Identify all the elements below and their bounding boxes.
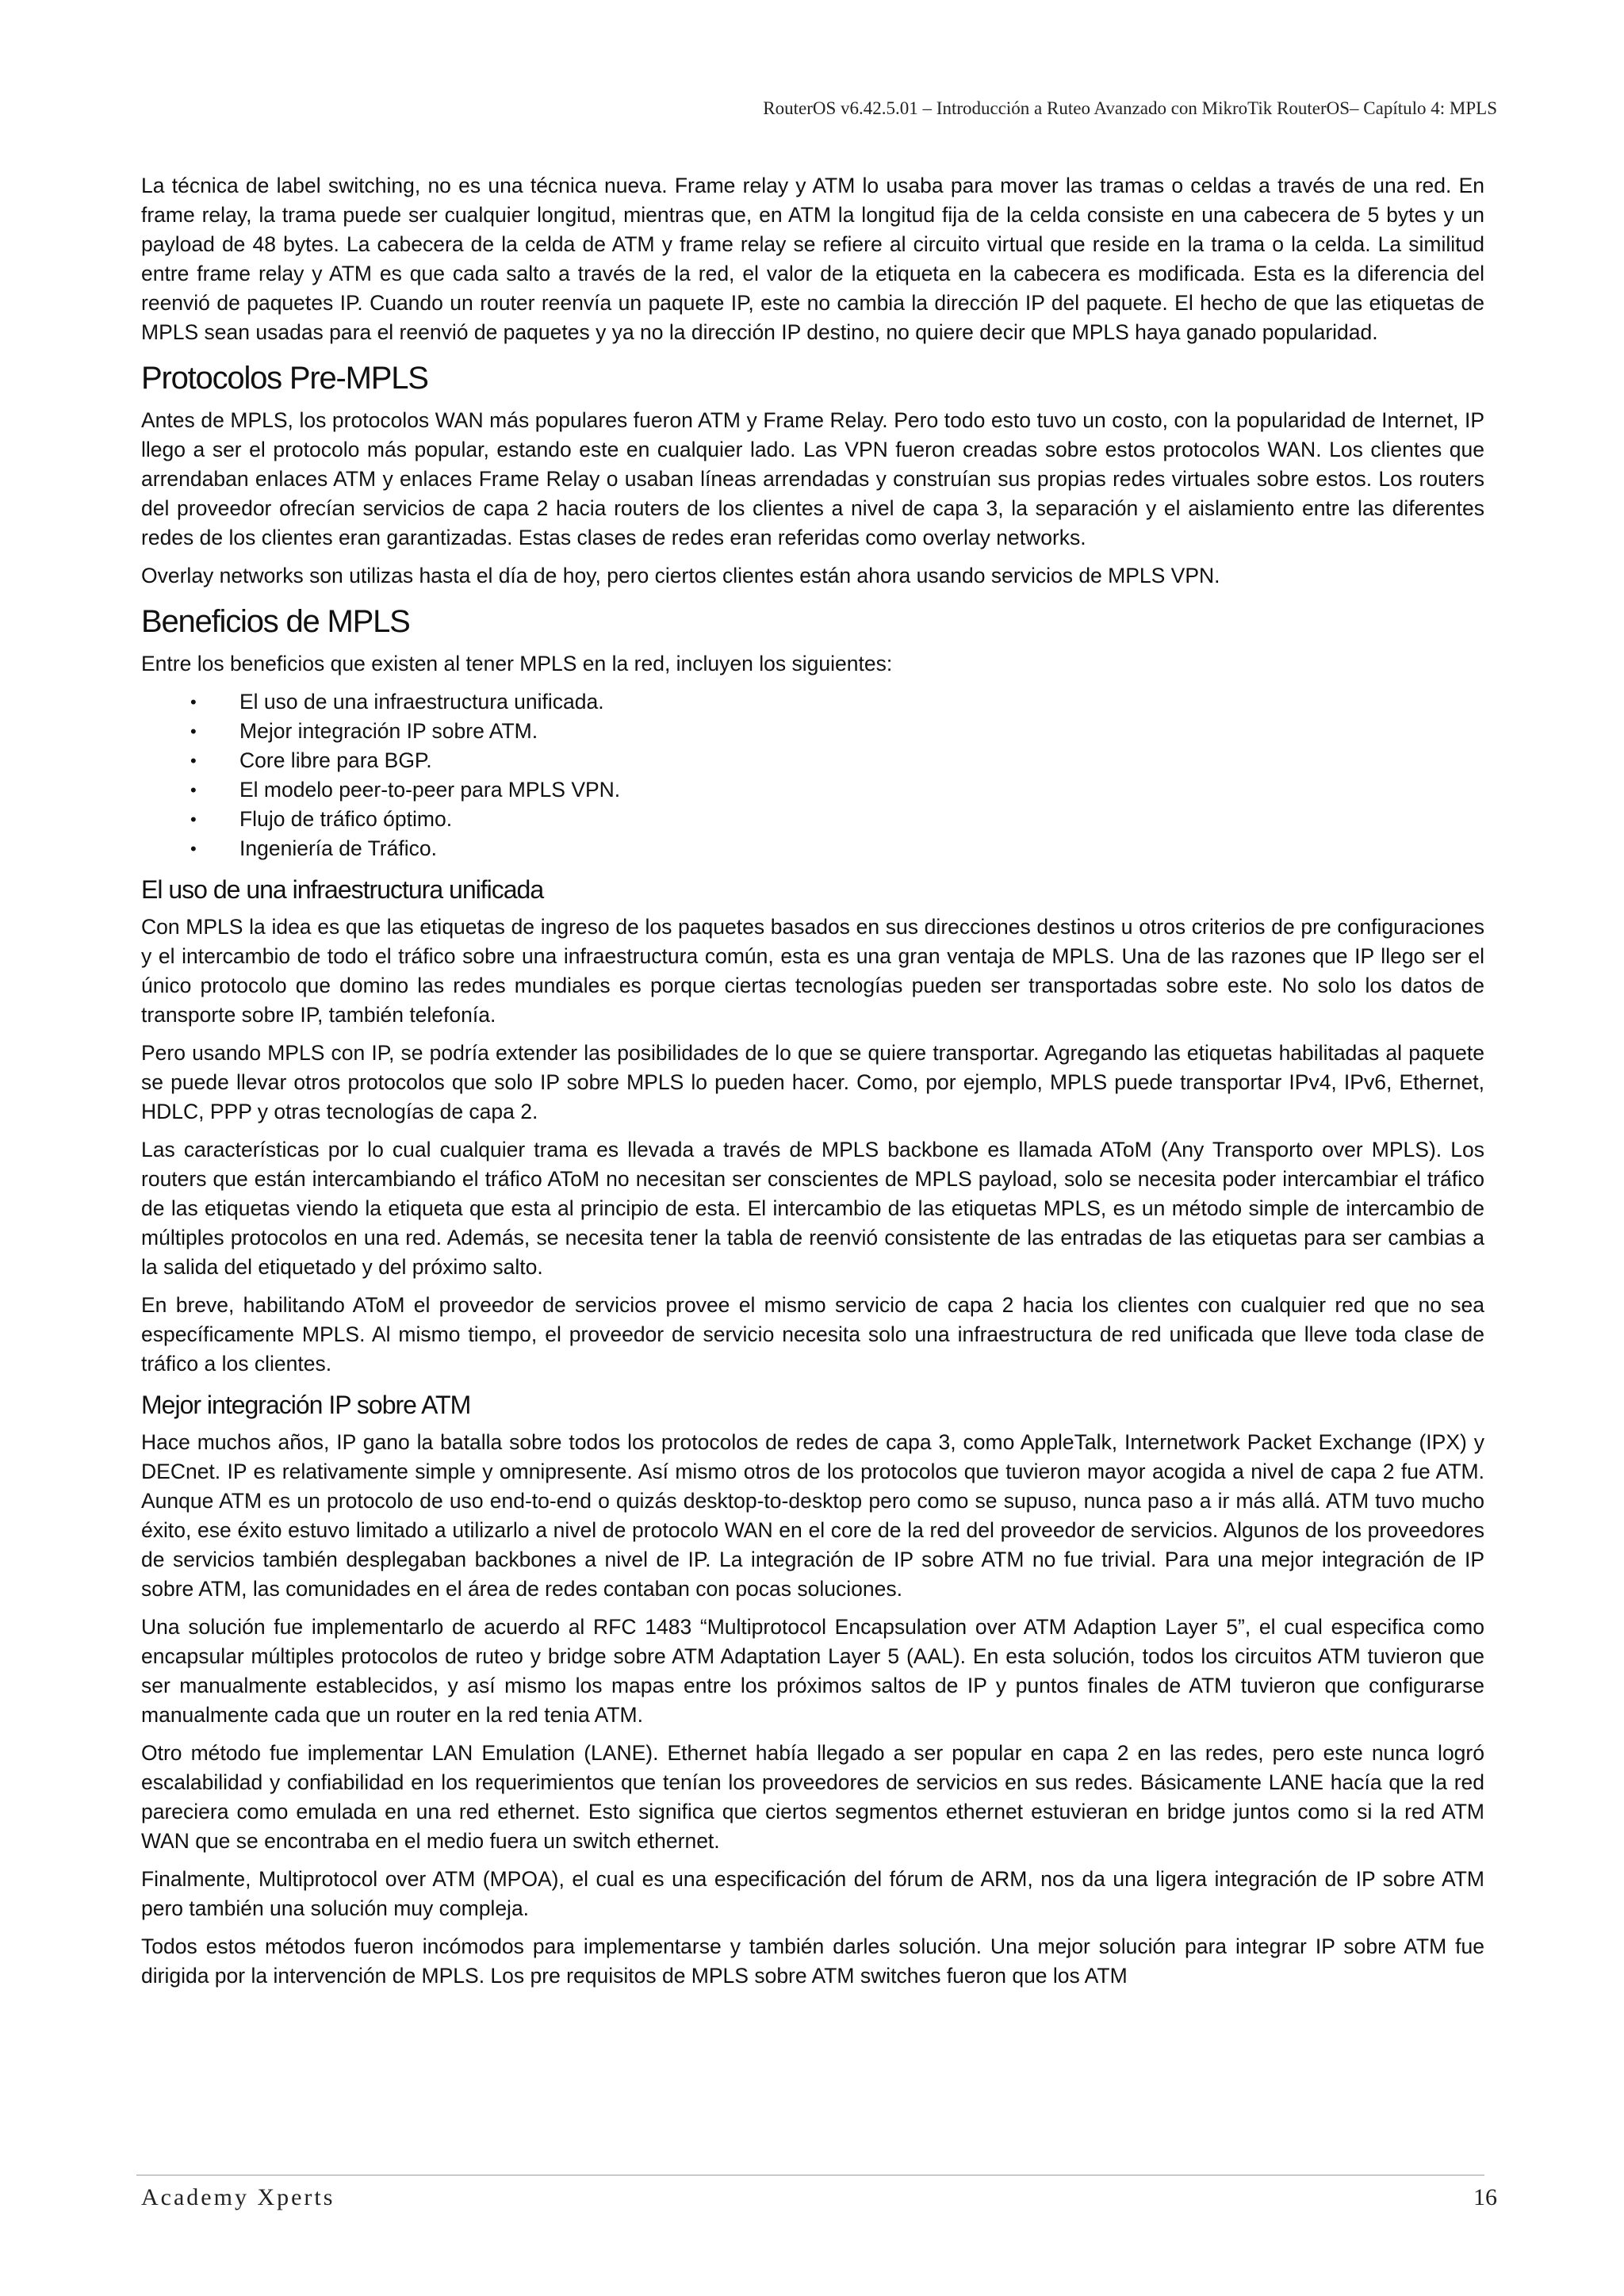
section-heading-benefits: Beneficios de MPLS [141, 604, 410, 639]
bullet-icon: • [190, 692, 197, 712]
bullet-icon: • [190, 751, 197, 771]
paragraph: Todos estos métodos fueron incómodos para implementarse y también darles solución. Una mejor solución para integrar IP sobre ATM fue dirigida por la intervención de MPLS. Los pre requisitos de MPLS sobre ATM switches fueron que los ATM [141, 1934, 1484, 1988]
page-number: 16 [1473, 2184, 1497, 2210]
list-item [141, 805, 1484, 834]
paragraph: En breve, habilitando AToM el proveedor de servicios provee el mismo servicio de capa 2 hacia los clientes con cualquier red que no sea específicamente MPLS. Al mismo tiempo, el proveedor de servicio necesita solo una infraestructura de red unificada que lleve toda clase de tráfico a los clientes. [141, 1293, 1484, 1376]
footer-publisher: Academy Xperts [141, 2184, 335, 2210]
paragraph: Overlay networks son utilizas hasta el día de hoy, pero ciertos clientes están ahora usando servicios de MPLS VPN. [141, 564, 1220, 587]
list-item-text: Core libre para BGP. [239, 748, 432, 772]
list-item-text: El uso de una infraestructura unificada. [239, 690, 604, 714]
paragraph: Las características por lo cual cualquier trama es llevada a través de MPLS backbone es llamada AToM (Any Transporto over MPLS). Los routers que están intercambiando el tráfico AToM no necesitan ser conscientes de MPLS payload, solo se necesita poder intercambiar el tráfico de las etiquetas viendo la etiqueta que esta al principio de esta. El intercambio de las etiquetas MPLS, es un método simple de intercambio de múltiples protocolos en una red. Además, se necesita tener la tabla de reenvió consistente de las entradas de las etiquetas para ser cambias a la salida del etiquetado y del próximo salto. [141, 1138, 1484, 1279]
subsection-heading-unified: El uso de una infraestructura unificada [141, 875, 544, 904]
list-item-text: Flujo de tráfico óptimo. [239, 807, 453, 831]
subsection-heading-atm: Mejor integración IP sobre ATM [141, 1391, 471, 1419]
list-item-text: Mejor integración IP sobre ATM. [239, 719, 538, 743]
page-body [141, 171, 1484, 1999]
list-item [141, 834, 1484, 863]
intro-paragraph: La técnica de label switching, no es una técnica nueva. Frame relay y ATM lo usaba para mover las tramas o celdas a través de una red. En frame relay, la trama puede ser cualquier longitud, mientras que, en ATM la longitud fija de la celda consiste en una cabecera de 5 bytes y un payload de 48 bytes. La cabecera de la celda de ATM y frame relay se refiere al circuito virtual que reside en la trama o la celda. La similitud entre frame relay y ATM es que cada salto a través de la red, el valor de la etiqueta en la cabecera es modificada. Esta es la diferencia del reenvió de paquetes IP. Cuando un router reenvía un paquete IP, este no cambia la dirección IP del paquete. El hecho de que las etiquetas de MPLS sean usadas para el reenvió de paquetes y ya no la dirección IP destino, no quiere decir que MPLS haya ganado popularidad. [141, 174, 1484, 344]
paragraph: Antes de MPLS, los protocolos WAN más populares fueron ATM y Frame Relay. Pero todo esto tuvo un costo, con la popularidad de Internet, IP llego a ser el protocolo más popular, estando este en cualquier lado. Las VPN fueron creadas sobre estos protocolos WAN. Los clientes que arrendaban enlaces ATM y enlaces Frame Relay o usaban líneas arrendadas y construían sus propias redes virtuales sobre estos. Los routers del proveedor ofrecían servicios de capa 2 hacia routers de los clientes a nivel de capa 3, la separación y el aislamiento entre las diferentes redes de los clientes eran garantizadas. Estas clases de redes eran referidas como overlay networks. [141, 408, 1484, 549]
bullet-icon: • [190, 839, 197, 859]
paragraph: Pero usando MPLS con IP, se podría extender las posibilidades de lo que se quiere transportar. Agregando las etiquetas habilitadas al paquete se puede llevar otros protocolos que solo IP sobre MPLS lo pueden hacer. Como, por ejemplo, MPLS puede transportar IPv4, IPv6, Ethernet, HDLC, PPP y otras tecnologías de capa 2. [141, 1041, 1484, 1123]
paragraph: Hace muchos años, IP gano la batalla sobre todos los protocolos de redes de capa 3, como AppleTalk, Internetwork Packet Exchange (IPX) y DECnet. IP es relativamente simple y omnipresente. Así mismo otros de los protocolos que tuvieron mayor acogida a nivel de capa 2 fue ATM. Aunque ATM es un protocolo de uso end-to-end o quizás desktop-to-desktop pero como se supuso, nunca paso a ir más allá. ATM tuvo mucho éxito, ese éxito estuvo limitado a utilizarlo a nivel de protocolo WAN en el core de la red del proveedor de servicios. Algunos de los proveedores de servicios también desplegaban backbones a nivel de IP. La integración de IP sobre ATM no fue trivial. Para una mejor integración de IP sobre ATM, las comunidades en el área de redes contaban con pocas soluciones. [141, 1430, 1484, 1601]
paragraph: Una solución fue implementarlo de acuerdo al RFC 1483 “Multiprotocol Encapsulation over ATM Adaption Layer 5”, el cual especifica como encapsular múltiples protocolos de ruteo y bridge sobre ATM Adaptation Layer 5 (AAL). En esta solución, todos los circuitos ATM tuvieron que ser manualmente establecidos, y así mismo los mapas entre los próximos saltos de IP y puntos finales de ATM tuvieron que configurarse manualmente cada que un router en la red tenia ATM. [141, 1615, 1484, 1727]
paragraph: Entre los beneficios que existen al tener MPLS en la red, incluyen los siguientes: [141, 652, 893, 675]
list-item-text: El modelo peer-to-peer para MPLS VPN. [239, 778, 621, 802]
benefits-list [141, 687, 1484, 863]
bullet-icon: • [190, 780, 197, 800]
section-heading-pre-mpls: Protocolos Pre-MPLS [141, 361, 428, 396]
list-item [141, 775, 1484, 805]
paragraph: Otro método fue implementar LAN Emulation (LANE). Ethernet había llegado a ser popular en capa 2 en las redes, pero este nunca logró escalabilidad y confiabilidad en los requerimientos que tenían los proveedores de servicios en sus redes. Básicamente LANE hacía que la red pareciera como emulada en una red ethernet. Esto significa que ciertos segmentos ethernet estuvieran en bridge juntos como si la red ATM WAN que se encontraba en el medio fuera un switch ethernet. [141, 1741, 1484, 1853]
list-item [141, 717, 1484, 746]
list-item [141, 687, 1484, 717]
paragraph: Finalmente, Multiprotocol over ATM (MPOA), el cual es una especificación del fórum de ARM, nos da una ligera integración de IP sobre ATM pero también una solución muy compleja. [141, 1867, 1484, 1920]
bullet-icon: • [190, 809, 197, 829]
list-item [141, 746, 1484, 775]
list-item-text: Ingeniería de Tráfico. [239, 836, 437, 860]
paragraph: Con MPLS la idea es que las etiquetas de ingreso de los paquetes basados en sus direcciones destinos u otros criterios de pre configuraciones y el intercambio de todo el tráfico sobre una infraestructura común, esta es una gran ventaja de MPLS. Una de las razones que IP llego ser el único protocolo que domino las redes mundiales es porque ciertas tecnologías pueden ser transportadas sobre este. No solo los datos de transporte sobre IP, también telefonía. [141, 915, 1484, 1027]
running-header: RouterOS v6.42.5.01 – Introducción a Ruteo Avanzado con MikroTik RouterOS– Capítulo 4: MPLS [763, 98, 1497, 118]
bullet-icon: • [190, 721, 197, 741]
